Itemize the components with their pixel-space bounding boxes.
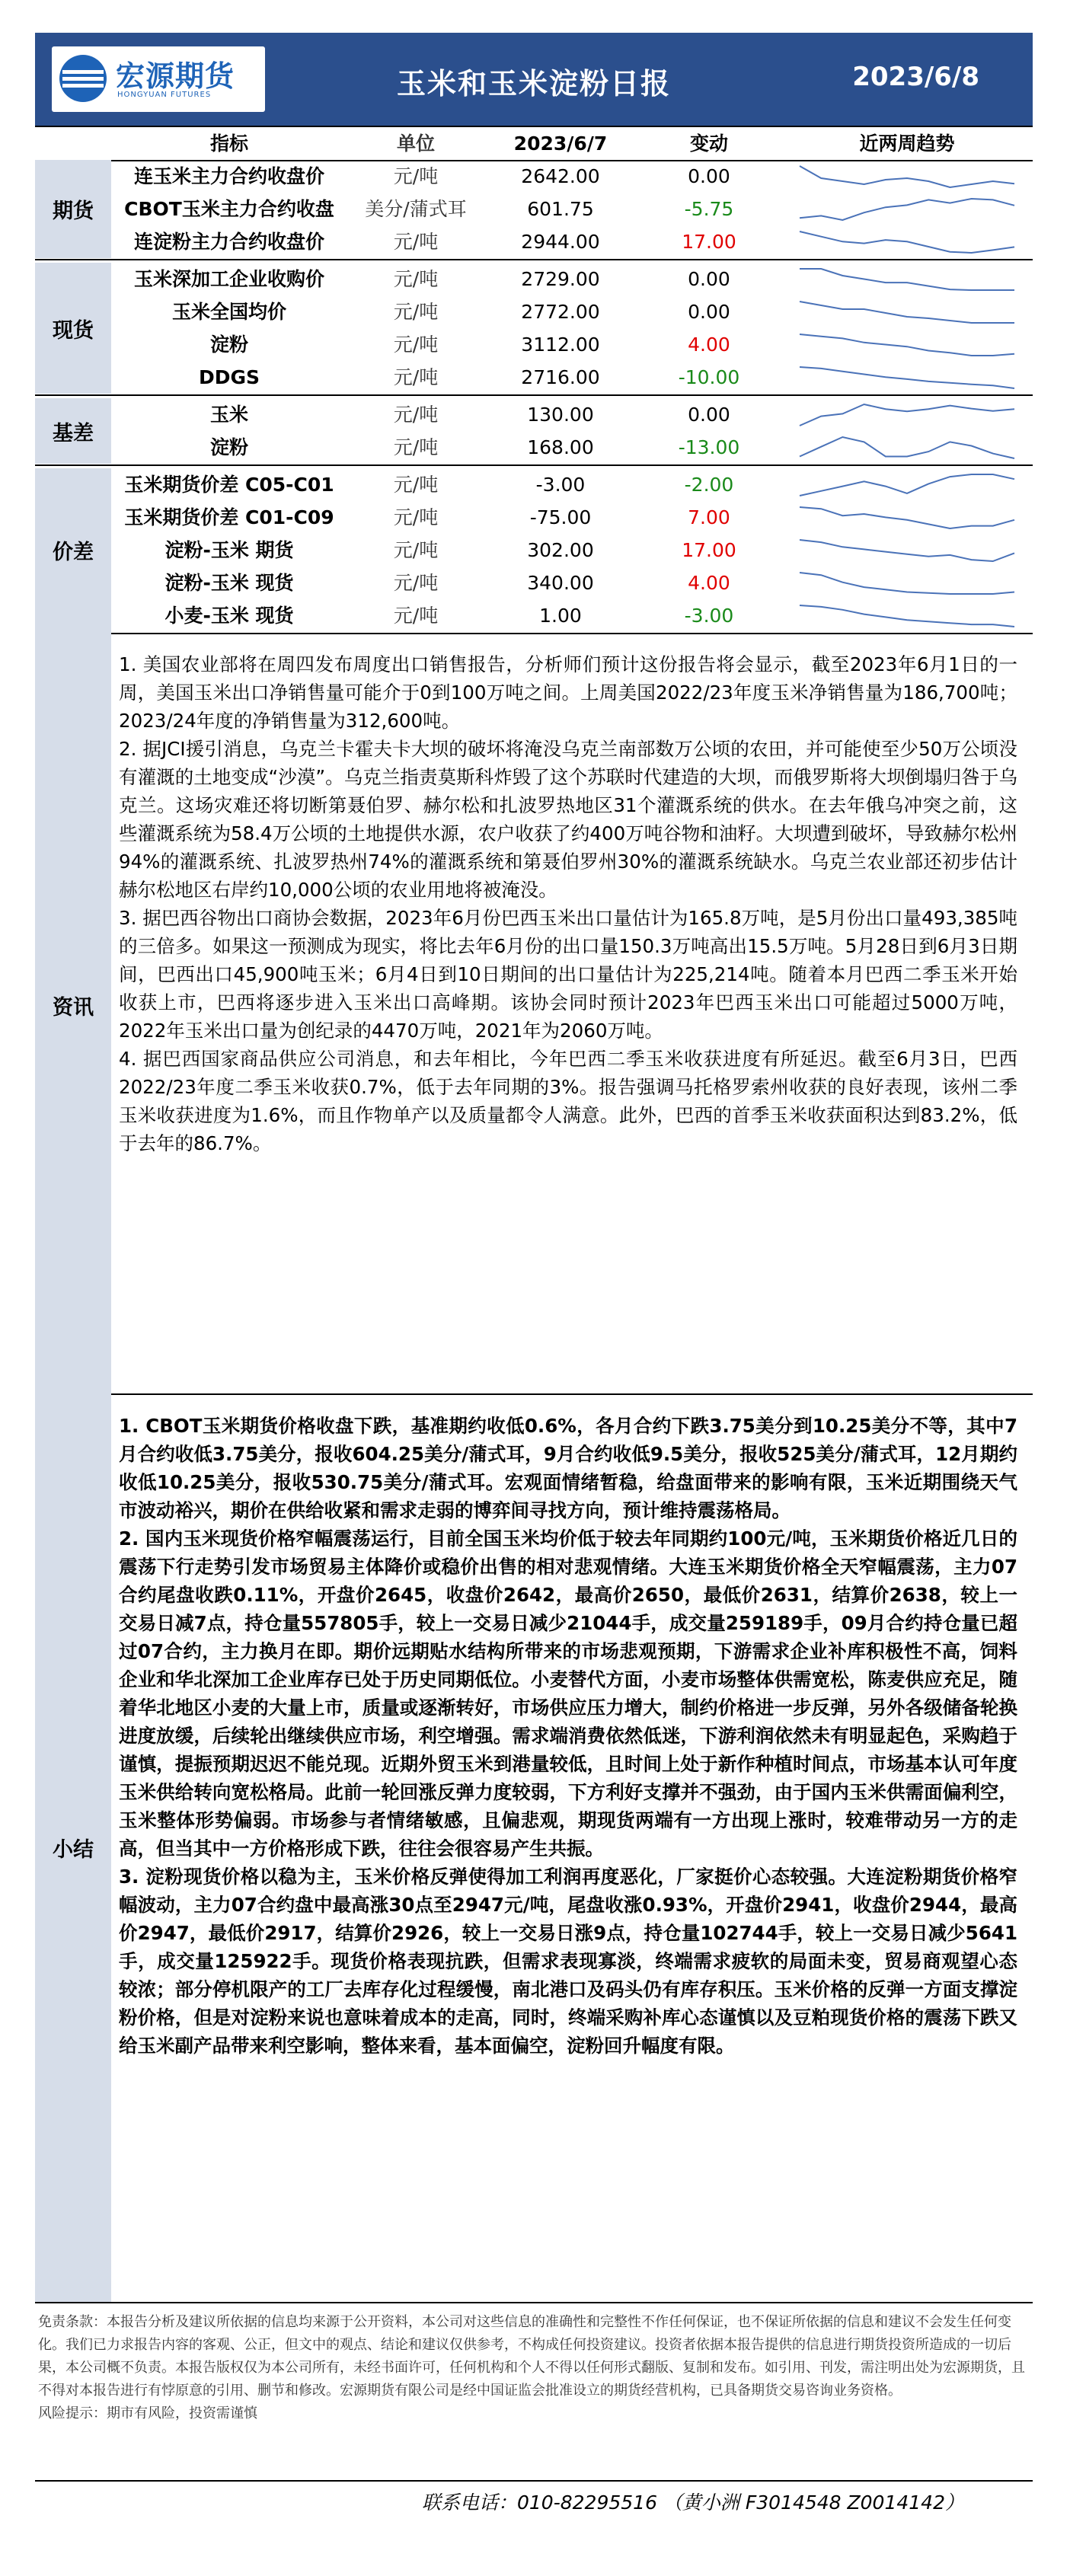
- trend-line: [800, 199, 1014, 220]
- table-row: [35, 534, 1033, 567]
- indicator-change: -10.00: [678, 366, 740, 388]
- trend-sparkline: [797, 537, 1017, 564]
- trend-sparkline: [797, 266, 1017, 293]
- indicator-unit: 元/吨: [393, 268, 439, 290]
- indicator-name: 淀粉: [209, 334, 248, 356]
- summary-paragraph: 3. 淀粉现货价格以稳为主，玉米价格反弹使得加工利润再度恶化，厂家挺价心态较强。大连淀粉期货价格窄幅波动，主力07合约盘中最高涨30点至2947元/吨，尾盘收涨0.93%，开盘价2941，收盘价2944，最高价2947，最低价2917，结算价2926，较上一交易日涨9点，持仓量102744手，较上一交易日减少5641手，成交量125922手。现货价格表现抗跌，但需求表现寡淡，终端需求疲软的局面未变，贸易商观望心态较浓；部分停机限产的工厂去库存化过程缓慢，南北港口及码头仍有库存积压。玉米价格的反弹一方面支撑淀粉价格，但是对淀粉来说也意味着成本的走高，同时，终端采购补库心态谨慎以及豆粕现货价格的震荡下跌又给玉米副产品带来利空影响，整体来看，基本面偏空，淀粉回升幅度有限。: [119, 1866, 1017, 2057]
- trend-line: [800, 302, 1014, 323]
- indicator-value: 3112.00: [521, 334, 600, 356]
- info-section-label: 资讯: [35, 617, 111, 1393]
- table-row: [35, 225, 1033, 258]
- indicator-change: 0.00: [688, 165, 730, 187]
- table-row: [35, 295, 1033, 328]
- summary-paragraph: 1. CBOT玉米期货价格收盘下跌，基准期约收低0.6%，各月合约下跌3.75美分到10.25美分不等，其中7月合约收低3.75美分，报收604.25美分/蒲式耳，9月合约收低9.5美分，报收525美分/蒲式耳，12月期约收低10.25美分，报收530.75美分/蒲式耳。宏观面情绪暂稳，给盘面带来的影响有限，玉米近期围绕天气市波动裕兴，期价在供给收紧和需求走弱的博弈间寻找方向，预计维持震荡格局。: [119, 1415, 1017, 1521]
- indicator-name: 淀粉: [209, 436, 248, 458]
- report-header: [35, 33, 1033, 126]
- trend-sparkline: [797, 570, 1017, 597]
- group-divider: [35, 394, 1033, 396]
- logo-english-text: HONGYUAN FUTURES: [117, 91, 212, 99]
- indicator-name: 淀粉-玉米 现货: [164, 572, 294, 594]
- indicator-unit: 元/吨: [393, 572, 439, 594]
- table-row: [35, 431, 1033, 464]
- indicator-change: -13.00: [678, 436, 740, 458]
- indicator-unit: 元/吨: [393, 474, 439, 496]
- indicator-unit: 元/吨: [393, 165, 439, 187]
- table-row: [35, 567, 1033, 599]
- table-row: [35, 501, 1033, 534]
- indicator-name: 连淀粉主力合约收盘价: [133, 231, 324, 253]
- table-row: [35, 468, 1033, 501]
- indicator-change: 0.00: [688, 404, 730, 426]
- indicator-change: 0.00: [688, 301, 730, 323]
- category-label: 期货: [35, 160, 111, 258]
- category-label: 价差: [35, 468, 111, 632]
- trend-sparkline: [797, 228, 1017, 256]
- table-column-header: [35, 126, 1033, 161]
- indicator-unit: 元/吨: [393, 605, 439, 627]
- indicator-value: -75.00: [529, 506, 592, 528]
- indicator-change: 17.00: [682, 231, 736, 253]
- indicator-value: 130.00: [527, 404, 594, 426]
- info-section-body: [119, 650, 1017, 1157]
- category-label: 现货: [35, 263, 111, 394]
- indicator-value: 168.00: [527, 436, 594, 458]
- summary-paragraph: 2. 国内玉米现货价格窄幅震荡运行，目前全国玉米均价低于较去年同期约100元/吨，玉米期货价格近几日的震荡下行走势引发市场贸易主体降价或稳价出售的相对悲观情绪。大连玉米期货价格全天窄幅震荡，主力07合约尾盘收跌0.11%，开盘价2645，收盘价2642，最高价2650，最低价2631，结算价2638，较上一交易日减7点，持仓量557805手，较上一交易日减少21044手，成交量259189手，09月合约持仓量已超过07合约，主力换月在即。期价远期贴水结构所带来的市场悲观预期，下游需求企业补库积极性不高，饲料企业和华北深加工企业库存已处于历史同期低位。小麦替代方面，小麦市场整体供需宽松，陈麦供应充足，随着华北地区小麦的大量上市，质量或逐渐转好，市场供应压力增大，制约价格进一步反弹，另外各级储备轮换进度放缓，后续轮出继续供应市场，利空增强。需求端消费依然低迷，下游利润依然未有明显起色，采购趋于谨慎，提振预期迟迟不能兑现。近期外贸玉米到港量较低，且时间上处于新作种植时间点，市场基本认可年度玉米供给转向宽松格局。此前一轮回涨反弹力度较弱，下方利好支撑并不强劲，由于国内玉米供需面偏利空，玉米整体形势偏弱。市场参与者情绪敏感，且偏悲观，期现货两端有一方出现上涨时，较难带动另一方的走高，但当其中一方价格形成下跌，往往会很容易产生共振。: [119, 1527, 1017, 1859]
- info-section: [35, 617, 1033, 1395]
- indicator-value: -3.00: [535, 474, 586, 496]
- indicator-change: 4.00: [688, 572, 730, 594]
- contact-bar: [35, 2480, 1033, 2515]
- trend-line: [800, 507, 1014, 528]
- trend-line: [800, 367, 1014, 388]
- trend-sparkline: [797, 298, 1017, 326]
- indicator-change: 0.00: [688, 268, 730, 290]
- logo-chinese-text: 宏源期货: [116, 59, 235, 93]
- indicator-unit: 元/吨: [393, 539, 439, 561]
- info-paragraph: 3. 据巴西谷物出口商协会数据，2023年6月份巴西玉米出口量估计为165.8万吨，是5月份出口量493,385吨的三倍多。如果这一预测成为现实，将比去年6月份的出口量150.3万吨高出15.5万吨。5月28日到6月3日期间，巴西出口45,900吨玉米；6月4日到10日期间的出口量估计为225,214吨。随着本月巴西二季玉米开始收获上市，巴西将逐步进入玉米出口高峰期。该协会同时预计2023年巴西玉米出口可能超过5000万吨，2022年玉米出口量为创纪录的4470万吨，2021年为2060万吨。: [119, 907, 1017, 1042]
- trend-sparkline: [797, 401, 1017, 429]
- indicator-name: 玉米全国均价: [171, 301, 286, 323]
- trend-line: [800, 231, 1014, 253]
- trend-line: [800, 404, 1014, 426]
- indicator-name: 玉米深加工企业收购价: [133, 268, 324, 290]
- trend-line: [800, 573, 1014, 594]
- table-row: [35, 328, 1033, 361]
- indicator-value: 302.00: [527, 539, 594, 561]
- indicator-name: 连玉米主力合约收盘价: [133, 165, 324, 187]
- report-page: [35, 33, 1033, 2514]
- trend-line: [800, 269, 1014, 290]
- table-row: [35, 398, 1033, 431]
- column-header-date: 2023/6/7: [513, 132, 608, 155]
- table-row: [35, 361, 1033, 394]
- column-header-change: 变动: [689, 132, 728, 155]
- contact-info: 联系电话：010-82295516 （黄小洲 F3014548 Z0014142）: [421, 2491, 964, 2514]
- trend-sparkline: [797, 504, 1017, 531]
- indicator-unit: 元/吨: [393, 366, 439, 388]
- trend-sparkline: [797, 331, 1017, 359]
- column-header-indicator: 指标: [209, 132, 248, 155]
- report-date: 2023/6/8: [852, 62, 979, 92]
- indicator-unit: 元/吨: [393, 334, 439, 356]
- summary-section-label: 小结: [35, 1393, 111, 2302]
- trend-line: [800, 166, 1014, 187]
- category-label: 基差: [35, 398, 111, 464]
- table-row: [35, 160, 1033, 193]
- table-row: [35, 193, 1033, 225]
- disclaimer: [35, 2311, 1033, 2425]
- trend-line: [800, 437, 1014, 458]
- disclaimer-text: 免责条款：本报告分析及建议所依据的信息均来源于公开资料，本公司对这些信息的准确性和完整性不作任何保证，也不保证所依据的信息和建议不会发生任何变化。我们已力求报告内容的客观、公正，但文中的观点、结论和建议仅供参考，不构成任何投资建议。投资者依据本报告提供的信息进行期货投资所造成的一切后果，本公司概不负责。本报告版权仅为本公司所有，未经书面许可，任何机构和个人不得以任何形式翻版、复制和发布。如引用、刊发，需注明出处为宏源期货，且不得对本报告进行有悖原意的引用、删节和修改。宏源期货有限公司是经中国证监会批准设立的期货经营机构，已具备期货交易咨询业务资格。: [38, 2314, 1025, 2399]
- trend-sparkline: [797, 196, 1017, 223]
- indicator-change: 4.00: [688, 334, 730, 356]
- indicator-name: DDGS: [198, 366, 260, 388]
- indicator-name: 玉米: [209, 404, 248, 426]
- indicator-name: 小麦-玉米 现货: [164, 605, 294, 627]
- trend-line: [800, 540, 1014, 561]
- indicator-change: 17.00: [682, 539, 736, 561]
- info-paragraph: 4. 据巴西国家商品供应公司消息，和去年相比，今年巴西二季玉米收获进度有所延迟。截至6月3日，巴西2022/23年度二季玉米收获0.7%，低于去年同期的3%。报告强调马托格罗索州收获的良好表现，该州二季玉米收获进度为1.6%，而且作物单产以及质量都令人满意。此外，巴西的首季玉米收获面积达到83.2%，低于去年的86.7%。: [119, 1048, 1017, 1154]
- indicator-unit: 元/吨: [393, 404, 439, 426]
- indicator-unit: 元/吨: [393, 301, 439, 323]
- trend-line: [800, 334, 1014, 356]
- trend-sparkline: [797, 163, 1017, 190]
- indicator-value: 2716.00: [521, 366, 600, 388]
- indicator-value: 601.75: [527, 198, 594, 220]
- indicator-value: 2944.00: [521, 231, 600, 253]
- indicator-change: -5.75: [684, 198, 734, 220]
- column-header-trend: 近两周趋势: [859, 132, 955, 155]
- indicator-unit: 元/吨: [393, 231, 439, 253]
- group-divider: [35, 259, 1033, 260]
- indicator-value: 2642.00: [521, 165, 600, 187]
- indicator-name: 玉米期货价差 C05-C01: [124, 474, 334, 496]
- indicator-change: -3.00: [684, 605, 734, 627]
- report-title: 玉米和玉米淀粉日报: [396, 67, 671, 101]
- indicator-unit: 美分/蒲式耳: [365, 198, 467, 220]
- column-header-unit: 单位: [396, 132, 435, 155]
- indicator-change: 7.00: [688, 506, 730, 528]
- indicator-change: -2.00: [684, 474, 734, 496]
- risk-warning: 风险提示：期市有风险，投资需谨慎: [38, 2405, 257, 2421]
- indicator-unit: 元/吨: [393, 506, 439, 528]
- indicator-name: 淀粉-玉米 期货: [164, 539, 294, 561]
- indicator-value: 340.00: [527, 572, 594, 594]
- trend-line: [800, 474, 1014, 496]
- trend-sparkline: [797, 471, 1017, 499]
- indicator-value: 2772.00: [521, 301, 600, 323]
- indicator-value: 2729.00: [521, 268, 600, 290]
- indicator-unit: 元/吨: [393, 436, 439, 458]
- summary-section: [35, 1393, 1033, 2303]
- summary-section-body: [119, 1412, 1017, 2060]
- table-row: [35, 263, 1033, 295]
- indicator-name: 玉米期货价差 C01-C09: [124, 506, 334, 528]
- indicator-value: 1.00: [539, 605, 582, 627]
- trend-sparkline: [797, 434, 1017, 461]
- trend-sparkline: [797, 364, 1017, 391]
- group-divider: [35, 464, 1033, 466]
- indicator-name: CBOT玉米主力合约收盘: [124, 198, 334, 220]
- info-paragraph: 2. 据JCI援引消息，乌克兰卡霍夫卡大坝的破坏将淹没乌克兰南部数万公顷的农田，并可能使至少50万公顷没有灌溉的土地变成“沙漠”。乌克兰指责莫斯科炸毁了这个苏联时代建造的大坝，而俄罗斯将大坝倒塌归咎于乌克兰。这场灾难还将切断第聂伯罗、赫尔松和扎波罗热地区31个灌溉系统的供水。在去年俄乌冲突之前，这些灌溉系统为58.4万公顷的土地提供水源，农户收获了约400万吨谷物和油籽。大坝遭到破坏，导致赫尔松州94%的灌溉系统、扎波罗热州74%的灌溉系统和第聂伯罗州30%的灌溉系统缺水。乌克兰农业部还初步估计赫尔松地区右岸约10,000公顷的农业用地将被淹没。: [119, 738, 1017, 901]
- info-paragraph: 1. 美国农业部将在周四发布周度出口销售报告，分析师们预计这份报告将会显示，截至2023年6月1日的一周，美国玉米出口净销售量可能介于0到100万吨之间。上周美国2022/23年度玉米净销售量为186,700吨；2023/24年度的净销售量为312,600吨。: [119, 653, 1017, 732]
